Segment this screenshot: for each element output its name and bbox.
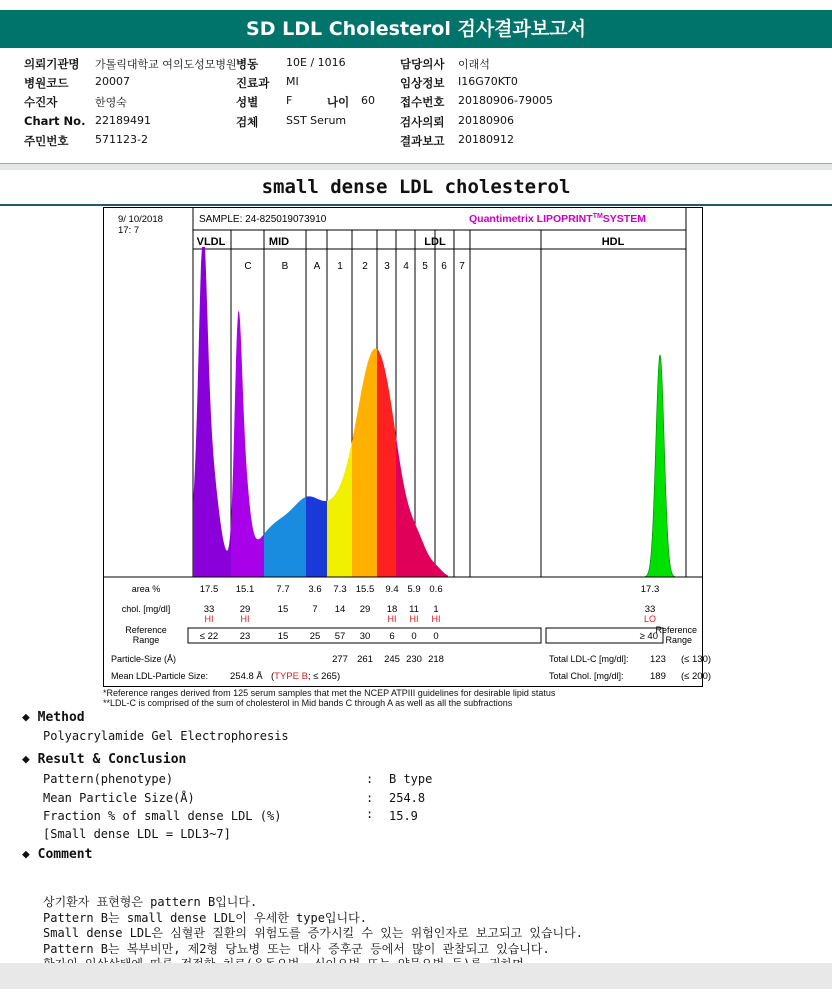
hdl-ref-value: ≥ 40 [639,631,658,642]
chol-label: chol. [mg/dl] [121,604,171,614]
band-label: 1 [337,261,343,272]
total-chol-ref: (≤ 200) [681,671,712,682]
result-value: 15.9 [389,809,418,823]
ref-value: 0 [433,631,439,642]
method-text: Polyacrylamide Gel Electrophoresis [43,729,289,743]
report-date-label: 결과보고 [400,134,445,148]
page-footer [0,963,832,989]
result-colon: : [366,791,374,805]
hdl-area-value: 17.3 [640,584,660,595]
band-label: A [313,261,321,272]
id-value: 571123-2 [95,133,148,146]
ref-value: 0 [411,631,417,642]
flag-value: HI [387,614,397,624]
dept-label: 진료과 [236,76,270,90]
bullet-icon: ◆ [22,752,30,767]
comment-line: Pattern B는 small dense LDL이 우세한 type입니다. [43,910,367,925]
receipt-label: 접수번호 [400,95,445,109]
particle-size-value: 218 [428,654,444,665]
group-label: MID [268,236,290,248]
band-label: 6 [441,261,447,272]
band-label: 4 [403,261,409,272]
result-label: Mean Particle Size(Å) [43,791,195,805]
footnote-2: **LDL-C is comprised of the sum of cholesterol in Mid bands C through A as well as all the subfractions [103,698,513,708]
method-heading [22,710,85,725]
hdl-flag: LO [643,614,657,624]
result-label: Pattern(phenotype) [43,772,174,786]
group-label: LDL [424,236,446,248]
clinical-label: 임상정보 [400,76,445,90]
report-title: SD LDL Cholesterol 검사결과보고서 [0,10,832,48]
area-value: 17.5 [199,584,219,595]
comment-line: Pattern B는 복부비만, 제2형 당뇨병 또는 대사 증후군 등에서 많이 관찰되고 있습니다. [43,941,550,956]
system-name [469,213,646,225]
system-name-b: SYSTEM [602,213,646,225]
mean-type-open: ( [271,671,275,682]
hospital-code-label: 병원코드 [24,76,69,90]
band-label: 5 [422,261,428,272]
chart-label: Chart No. [24,114,86,128]
hdl-chol-value: 33 [644,604,656,615]
footnotes [103,688,555,708]
ref-value: 15 [277,631,289,642]
report-time: 17: 7 [118,225,140,236]
request-label: 검사의뢰 [400,115,445,129]
age-label: 나이 [327,95,350,109]
band-label: 3 [384,261,390,272]
flag-value: HI [431,614,441,624]
system-name-a: Quantimetrix LIPOPRINT [469,213,593,225]
dept-value: MI [286,75,299,88]
ref-value: 57 [334,631,346,642]
ward-label: 병동 [236,57,259,71]
area-label: area % [131,584,161,594]
chart-value: 22189491 [95,114,151,127]
bullet-icon: ◆ [22,847,30,862]
request-value: 20180906 [458,114,514,127]
band-label: 2 [362,261,368,272]
doctor-label: 담당의사 [400,57,445,71]
result-note: [Small dense LDL = LDL3~7] [43,827,231,841]
area-value: 15.1 [235,584,255,595]
section-title-rule [0,204,832,206]
total-ldl-ref: (≤ 130) [681,654,712,665]
sample-id: SAMPLE: 24-825019073910 [199,214,327,225]
result-value: 254.8 [389,791,426,805]
system-tm: TM [592,213,603,220]
particle-size-value: 245 [384,654,400,665]
comment-heading [22,847,92,862]
sex-value: F [286,94,293,107]
area-value: 7.7 [276,584,290,595]
specimen-value: SST Serum [286,114,347,127]
sex-label: 성별 [236,95,259,109]
total-chol-value: 189 [650,671,666,682]
group-label: VLDL [196,236,226,248]
result-label: Fraction % of small dense LDL (%) [43,809,282,823]
ref-value: ≤ 22 [199,631,219,642]
doctor-value: 이래석 [458,58,490,71]
result-heading [22,752,186,767]
curve-band [306,496,327,577]
area-value: 5.9 [407,584,421,595]
result-colon: : [366,807,374,821]
ref-value: 23 [239,631,251,642]
chol-value: 1 [433,604,439,615]
chol-value: 33 [203,604,215,615]
ref-right-label: Range [665,635,692,645]
specimen-label: 검체 [236,115,259,129]
band-label: C [244,261,252,272]
ref-label: Reference [125,625,167,635]
particle-size-value: 261 [357,654,373,665]
hospital-code-value: 20007 [95,75,130,88]
ref-value: 25 [309,631,321,642]
ref-label: Range [132,635,160,645]
lipoprint-chart [103,207,712,687]
patient-info [0,50,832,162]
chol-value: 7 [312,604,318,615]
comment-line: Small dense LDL은 심혈관 질환의 위험도를 증가시킬 수 있는 위험인자로 보고되고 있습니다. [43,926,583,940]
receipt-value: 20180906-79005 [458,94,553,107]
mean-type-value: TYPE B [274,671,308,682]
comment-line: 상기환자 표현형은 pattern B입니다. [43,895,258,909]
chol-value: 29 [239,604,251,615]
ref-right-label: Reference [655,625,697,635]
flag-value: HI [240,614,250,624]
area-value: 0.6 [429,584,443,595]
area-value: 9.4 [385,584,399,595]
area-value: 15.5 [355,584,375,595]
particle-size-label: Particle-Size (Å) [111,654,177,664]
result-row [43,770,173,788]
result-colon: : [366,772,374,786]
section-title: small dense LDL cholesterol [261,176,571,198]
area-value: 7.3 [333,584,347,595]
flag-value: HI [204,614,214,624]
flag-value: HI [409,614,419,624]
mean-type [271,671,340,682]
result-value: B type [389,772,433,786]
comment-title: Comment [37,847,93,862]
institution-value: 가톨릭대학교 여의도성모병원 [95,58,237,71]
mean-type-close: ; ≤ 265) [307,671,341,682]
result-title: Result & Conclusion [37,752,187,767]
total-ldl-label: Total LDL-C [mg/dl]: [549,654,629,664]
id-label: 주민번호 [24,134,69,148]
bullet-icon: ◆ [22,710,30,725]
chol-value: 15 [277,604,289,615]
particle-size-value: 230 [406,654,422,665]
chol-value: 18 [386,604,398,615]
patient-label: 수진자 [24,95,58,109]
chol-value: 14 [334,604,346,615]
chol-value: 29 [359,604,371,615]
patient-value: 한영숙 [95,96,127,109]
method-title: Method [37,710,85,725]
mean-size-label: Mean LDL-Particle Size: [111,671,209,681]
age-value: 60 [361,94,375,107]
group-label: HDL [601,236,625,248]
institution-label: 의뢰기관명 [24,57,80,71]
total-ldl-value: 123 [650,654,666,665]
clinical-value: I16G70KT0 [458,75,518,88]
particle-size-value: 277 [332,654,348,665]
ref-value: 6 [389,631,395,642]
mean-size-value: 254.8 Å [230,671,263,682]
lipoprint-report [103,207,712,687]
total-chol-label: Total Chol. [mg/dl]: [549,671,624,681]
band-label: 7 [459,261,465,272]
chol-value: 11 [409,604,419,615]
report-date-value: 20180912 [458,133,514,146]
area-value: 3.6 [308,584,322,595]
band-label: B [281,261,289,272]
report-date: 9/ 10/2018 [118,214,163,225]
footnote-1: *Reference ranges derived from 125 serum samples that met the NCEP ATPIII guidelines for desirable lipid status [103,688,556,698]
ref-value: 30 [359,631,371,642]
ward-value: 10E / 1016 [286,56,346,69]
